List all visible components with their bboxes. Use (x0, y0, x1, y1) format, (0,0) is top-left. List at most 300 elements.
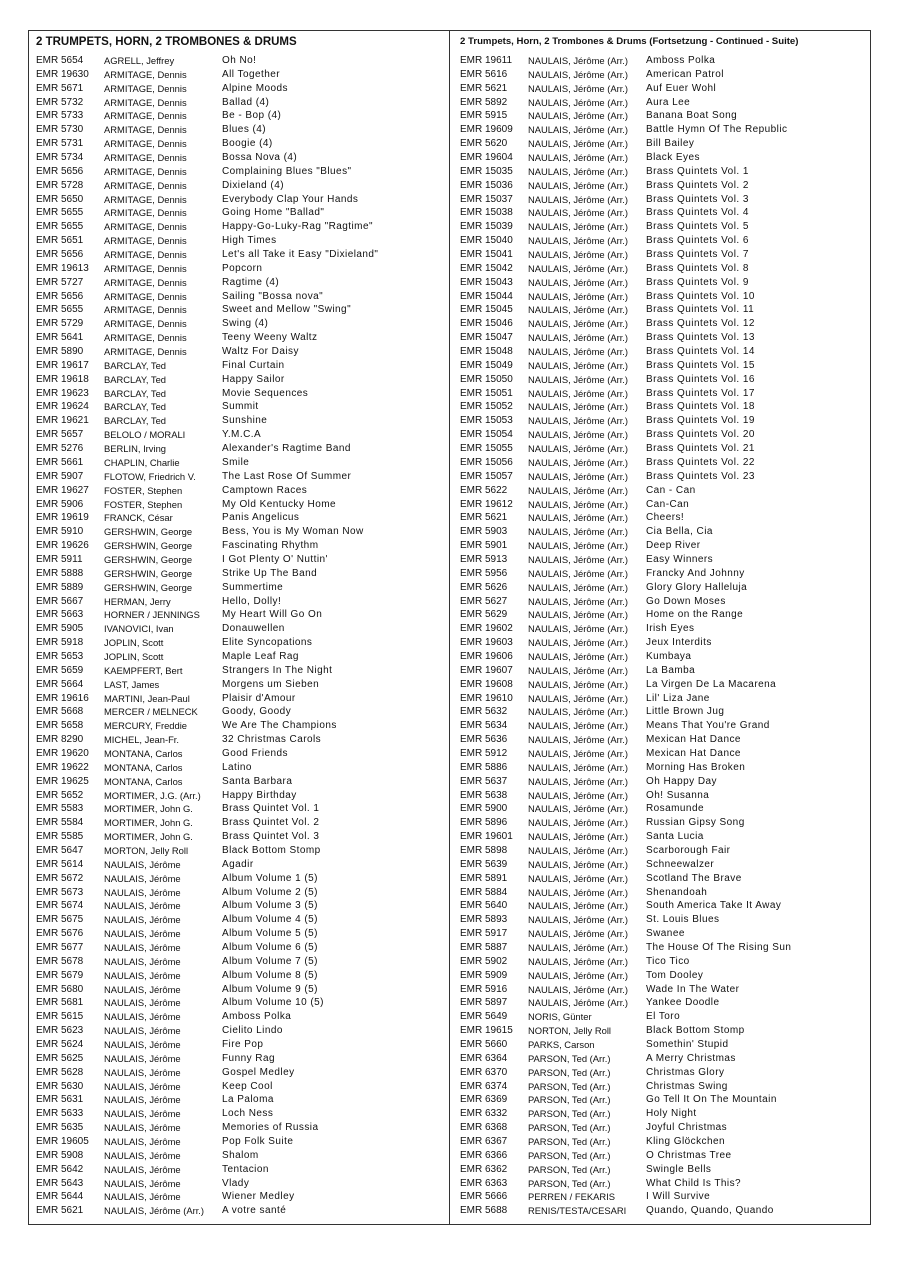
composer-name: NAULAIS, Jérôme (Arr.) (528, 817, 629, 829)
catalog-row (36, 498, 444, 512)
composer-name: NAULAIS, Jérôme (104, 1177, 181, 1189)
piece-title: Alpine Moods (222, 82, 288, 94)
catalog-number: EMR 5956 (460, 567, 508, 579)
piece-title: The Last Rose Of Summer (222, 470, 352, 482)
catalog-row (460, 664, 865, 678)
catalog-row (36, 650, 444, 664)
catalog-number: EMR 6370 (460, 1066, 508, 1078)
piece-title: Boogie (4) (222, 138, 273, 150)
catalog-number: EMR 19606 (460, 650, 513, 662)
piece-title: Popcorn (222, 262, 263, 274)
piece-title: Oh Happy Day (646, 775, 717, 787)
composer-name: ARMITAGE, Dennis (104, 124, 187, 136)
piece-title: Brass Quintets Vol. 6 (646, 235, 749, 247)
composer-name: NAULAIS, Jérôme (Arr.) (528, 928, 629, 940)
composer-name: NAULAIS, Jérôme (104, 983, 181, 995)
catalog-number: EMR 5896 (460, 817, 508, 829)
catalog-row (460, 248, 865, 262)
catalog-row (36, 1163, 444, 1177)
piece-title: Mexican Hat Dance (646, 734, 741, 746)
catalog-row (460, 262, 865, 276)
composer-name: NAULAIS, Jérôme (Arr.) (528, 68, 629, 80)
catalog-number: EMR 19618 (36, 373, 89, 385)
piece-title: Tom Dooley (646, 969, 704, 981)
catalog-number: EMR 5626 (460, 581, 508, 593)
piece-title: Summertime (222, 581, 284, 593)
piece-title: Scotland The Brave (646, 872, 742, 884)
catalog-number: EMR 5913 (460, 553, 508, 565)
catalog-row (36, 1024, 444, 1038)
catalog-number: EMR 19621 (36, 415, 89, 427)
composer-name: NAULAIS, Jérôme (Arr.) (528, 706, 629, 718)
catalog-row (36, 539, 444, 553)
catalog-row (36, 317, 444, 331)
composer-name: NAULAIS, Jérôme (Arr.) (528, 678, 629, 690)
catalog-number: EMR 5728 (36, 179, 84, 191)
composer-name: NAULAIS, Jérôme (Arr.) (528, 138, 629, 150)
piece-title: Brass Quintets Vol. 1 (646, 165, 749, 177)
catalog-row (460, 442, 865, 456)
catalog-number: EMR 5644 (36, 1191, 84, 1203)
piece-title: The House Of The Rising Sun (646, 942, 792, 953)
composer-name: ARMITAGE, Dennis (104, 68, 187, 80)
composer-name: NAULAIS, Jérôme (Arr.) (528, 914, 629, 926)
composer-name: NAULAIS, Jérôme (Arr.) (528, 942, 629, 953)
piece-title: Shalom (222, 1149, 259, 1161)
catalog-row (460, 1149, 865, 1163)
catalog-number: EMR 19604 (460, 152, 513, 164)
catalog-number: EMR 5624 (36, 1039, 84, 1051)
catalog-row (36, 913, 444, 927)
piece-title: Album Volume 3 (5) (222, 900, 318, 912)
catalog-number: EMR 15049 (460, 359, 513, 371)
catalog-number: EMR 5654 (36, 55, 84, 66)
piece-title: Brass Quintet Vol. 1 (222, 803, 320, 815)
composer-name: NAULAIS, Jérôme (104, 969, 181, 981)
catalog-row (460, 636, 865, 650)
composer-name: NAULAIS, Jérôme (Arr.) (528, 110, 629, 122)
catalog-number: EMR 5660 (460, 1039, 508, 1051)
catalog-row (460, 1052, 865, 1066)
catalog-number: EMR 5640 (460, 900, 508, 912)
piece-title: Wiener Medley (222, 1191, 295, 1203)
catalog-number: EMR 5912 (460, 747, 508, 759)
piece-title: Easy Winners (646, 553, 714, 565)
composer-name: PARSON, Ted (Arr.) (528, 1136, 611, 1148)
composer-name: PERREN / FEKARIS (528, 1191, 615, 1203)
catalog-number: EMR 19610 (460, 692, 513, 704)
catalog-row (460, 151, 865, 165)
piece-title: Agadir (222, 858, 254, 870)
catalog-number: EMR 19601 (460, 831, 513, 843)
right-column-title: 2 Trumpets, Horn, 2 Trombones & Drums (Fortsetzung - Continued - Suite) (460, 36, 799, 47)
composer-name: NORTON, Jelly Roll (528, 1025, 612, 1037)
composer-name: NAULAIS, Jérôme (Arr.) (528, 262, 629, 274)
catalog-number: EMR 5893 (460, 914, 508, 926)
catalog-row (460, 1204, 865, 1218)
catalog-number: EMR 19608 (460, 678, 513, 690)
catalog-number: EMR 5639 (460, 858, 508, 870)
composer-name: NAULAIS, Jérôme (Arr.) (528, 747, 629, 759)
composer-name: PARSON, Ted (Arr.) (528, 1094, 611, 1106)
composer-name: NAULAIS, Jérôme (Arr.) (528, 290, 629, 302)
piece-title: Santa Lucia (646, 831, 704, 843)
catalog-row (36, 248, 444, 262)
piece-title: Brass Quintets Vol. 7 (646, 249, 749, 261)
catalog-row (460, 511, 865, 525)
composer-name: BERLIN, Irving (104, 443, 166, 455)
catalog-row (36, 595, 444, 609)
composer-name: NAULAIS, Jérôme (104, 955, 181, 967)
catalog-number: EMR 5688 (460, 1205, 508, 1217)
catalog-number: EMR 5901 (460, 540, 508, 552)
piece-title: Let's all Take it Easy "Dixieland" (222, 249, 379, 261)
piece-title: Oh! Susanna (646, 789, 710, 801)
composer-name: MONTANA, Carlos (104, 761, 183, 773)
piece-title: Goody, Goody (222, 706, 292, 718)
catalog-number: EMR 5908 (36, 1149, 84, 1161)
catalog-number: EMR 5632 (460, 706, 508, 718)
piece-title: Alexander's Ragtime Band (222, 443, 351, 455)
piece-title: My Heart Will Go On (222, 609, 323, 621)
piece-title: Somethin' Stupid (646, 1039, 729, 1051)
composer-name: HERMAN, Jerry (104, 595, 171, 607)
catalog-number: EMR 5890 (36, 346, 84, 358)
catalog-row (36, 1052, 444, 1066)
catalog-row (36, 636, 444, 650)
composer-name: NAULAIS, Jérôme (Arr.) (528, 650, 629, 662)
catalog-row (460, 179, 865, 193)
composer-name: NAULAIS, Jérôme (Arr.) (528, 553, 629, 565)
catalog-number: EMR 5638 (460, 789, 508, 801)
catalog-number: EMR 5679 (36, 969, 84, 981)
composer-name: ARMITAGE, Dennis (104, 165, 187, 177)
catalog-row (36, 622, 444, 636)
catalog-row (460, 553, 865, 567)
catalog-row (36, 220, 444, 234)
composer-name: NAULAIS, Jérôme (Arr.) (528, 82, 629, 94)
catalog-number: EMR 5656 (36, 165, 84, 177)
piece-title: Brass Quintet Vol. 3 (222, 831, 320, 843)
composer-name: NAULAIS, Jérôme (104, 1052, 181, 1064)
catalog-number: EMR 15055 (460, 443, 513, 455)
composer-name: MORTIMER, John G. (104, 831, 193, 843)
piece-title: Album Volume 4 (5) (222, 914, 318, 926)
catalog-number: EMR 5643 (36, 1177, 84, 1189)
catalog-number: EMR 5668 (36, 706, 84, 718)
composer-name: NAULAIS, Jérôme (Arr.) (528, 720, 629, 732)
composer-name: NAULAIS, Jérôme (Arr.) (528, 581, 629, 593)
catalog-number: EMR 19605 (36, 1136, 89, 1148)
composer-name: NAULAIS, Jérôme (104, 997, 181, 1009)
catalog-number: EMR 5730 (36, 124, 84, 136)
piece-title: Album Volume 1 (5) (222, 872, 318, 884)
piece-title: Mexican Hat Dance (646, 747, 741, 759)
catalog-row (36, 456, 444, 470)
catalog-number: EMR 5903 (460, 526, 508, 538)
catalog-number: EMR 5658 (36, 720, 84, 732)
composer-name: PARKS, Carson (528, 1039, 595, 1051)
composer-name: ARMITAGE, Dennis (104, 193, 187, 205)
catalog-number: EMR 5655 (36, 221, 84, 233)
catalog-row (36, 123, 444, 137)
piece-title: El Toro (646, 1011, 681, 1023)
catalog-number: EMR 19607 (460, 664, 513, 676)
catalog-number: EMR 19620 (36, 747, 89, 759)
catalog-row (36, 1177, 444, 1191)
catalog-row (36, 1121, 444, 1135)
catalog-number: EMR 5673 (36, 886, 84, 898)
catalog-row (36, 525, 444, 539)
piece-title: Good Friends (222, 747, 288, 759)
column-divider (449, 30, 450, 1225)
composer-name: NAULAIS, Jérôme (104, 1011, 181, 1023)
piece-title: Cielito Lindo (222, 1025, 283, 1037)
composer-name: MARTINI, Jean-Paul (104, 692, 190, 704)
catalog-number: EMR 15035 (460, 165, 513, 177)
piece-title: Swanee (646, 928, 685, 940)
piece-title: Be - Bop (4) (222, 110, 282, 122)
piece-title: Album Volume 6 (5) (222, 942, 318, 953)
piece-title: Joyful Christmas (646, 1122, 728, 1134)
catalog-row (460, 206, 865, 220)
catalog-row (36, 816, 444, 830)
piece-title: Teeny Weeny Waltz (222, 332, 318, 344)
piece-title: Final Curtain (222, 359, 285, 371)
catalog-row (36, 553, 444, 567)
composer-name: NAULAIS, Jérôme (Arr.) (528, 858, 629, 870)
catalog-row (460, 428, 865, 442)
piece-title: Amboss Polka (222, 1011, 292, 1023)
piece-title: Strike Up The Band (222, 567, 318, 579)
catalog-row (460, 82, 865, 96)
composer-name: FRANCK, César (104, 512, 173, 524)
catalog-row (36, 581, 444, 595)
catalog-number: EMR 5905 (36, 623, 84, 635)
composer-name: BARCLAY, Ted (104, 373, 167, 385)
catalog-row (36, 996, 444, 1010)
piece-title: Keep Cool (222, 1080, 273, 1092)
composer-name: ARMITAGE, Dennis (104, 152, 187, 164)
catalog-number: EMR 5642 (36, 1163, 84, 1175)
catalog-number: EMR 5664 (36, 678, 84, 690)
catalog-number: EMR 5667 (36, 595, 84, 607)
catalog-number: EMR 5889 (36, 581, 84, 593)
catalog-number: EMR 5583 (36, 803, 84, 815)
catalog-row (36, 1149, 444, 1163)
catalog-row (460, 1107, 865, 1121)
catalog-row (460, 1024, 865, 1038)
piece-title: Ragtime (4) (222, 276, 280, 288)
catalog-row (460, 1038, 865, 1052)
catalog-row (460, 96, 865, 110)
catalog-row (36, 844, 444, 858)
catalog-number: EMR 5625 (36, 1052, 84, 1064)
piece-title: Lil' Liza Jane (646, 692, 710, 704)
composer-name: ARMITAGE, Dennis (104, 262, 187, 274)
catalog-row (36, 899, 444, 913)
catalog-number: EMR 5636 (460, 734, 508, 746)
catalog-row (36, 54, 444, 68)
catalog-row (36, 428, 444, 442)
right-column (460, 34, 865, 1218)
piece-title: Shenandoah (646, 886, 708, 898)
composer-name: ARMITAGE, Dennis (104, 304, 187, 316)
piece-title: Brass Quintets Vol. 12 (646, 318, 755, 330)
catalog-row (460, 705, 865, 719)
composer-name: NAULAIS, Jérôme (104, 1080, 181, 1092)
catalog-number: EMR 5733 (36, 110, 84, 122)
piece-title: Brass Quintets Vol. 15 (646, 359, 755, 371)
composer-name: NAULAIS, Jérôme (Arr.) (528, 983, 629, 995)
catalog-number: EMR 5663 (36, 609, 84, 621)
catalog-number: EMR 6369 (460, 1094, 508, 1106)
piece-title: Panis Angelicus (222, 512, 300, 524)
catalog-number: EMR 5656 (36, 290, 84, 302)
catalog-row (36, 747, 444, 761)
catalog-number: EMR 15045 (460, 304, 513, 316)
catalog-number: EMR 5911 (36, 553, 83, 565)
catalog-row (460, 595, 865, 609)
catalog-row (36, 1093, 444, 1107)
composer-name: MORTIMER, J.G. (Arr.) (104, 789, 201, 801)
piece-title: South America Take It Away (646, 900, 782, 912)
catalog-row (460, 1177, 865, 1191)
catalog-number: EMR 5898 (460, 844, 508, 856)
piece-title: Morning Has Broken (646, 761, 746, 773)
piece-title: Sweet and Mellow "Swing" (222, 304, 352, 316)
piece-title: Black Bottom Stomp (222, 844, 321, 856)
composer-name: NAULAIS, Jérôme (104, 1094, 181, 1106)
piece-title: Happy Birthday (222, 789, 297, 801)
piece-title: Gospel Medley (222, 1066, 295, 1078)
composer-name: NAULAIS, Jérôme (Arr.) (528, 179, 629, 191)
piece-title: High Times (222, 235, 277, 247)
catalog-number: EMR 5907 (36, 470, 84, 482)
composer-name: NAULAIS, Jérôme (Arr.) (528, 332, 629, 344)
catalog-number: EMR 15048 (460, 346, 513, 358)
catalog-number: EMR 5916 (460, 983, 508, 995)
piece-title: Plaisir d'Amour (222, 692, 296, 704)
catalog-row (460, 816, 865, 830)
catalog-row (460, 567, 865, 581)
composer-name: NAULAIS, Jérôme (104, 1039, 181, 1051)
catalog-number: EMR 5634 (460, 720, 508, 732)
composer-name: NAULAIS, Jérôme (Arr.) (528, 96, 629, 108)
composer-name: GERSHWIN, George (104, 540, 193, 552)
piece-title: Brass Quintets Vol. 21 (646, 443, 755, 455)
composer-name: NAULAIS, Jérôme (104, 858, 181, 870)
catalog-row (36, 1204, 444, 1218)
piece-title: Elite Syncopations (222, 637, 313, 649)
catalog-number: EMR 5917 (460, 928, 508, 940)
piece-title: Brass Quintet Vol. 2 (222, 817, 320, 829)
catalog-number: EMR 19611 (460, 55, 513, 66)
catalog-row (36, 96, 444, 110)
piece-title: Brass Quintets Vol. 20 (646, 429, 755, 441)
catalog-number: EMR 8290 (36, 734, 84, 746)
composer-name: NAULAIS, Jérôme (Arr.) (528, 664, 629, 676)
piece-title: Russian Gipsy Song (646, 817, 745, 829)
piece-title: Waltz For Daisy (222, 346, 299, 358)
catalog-number: EMR 15038 (460, 207, 513, 219)
piece-title: Kumbaya (646, 650, 692, 662)
piece-title: Album Volume 9 (5) (222, 983, 318, 995)
catalog-number: EMR 15054 (460, 429, 513, 441)
piece-title: Quando, Quando, Quando (646, 1205, 774, 1217)
catalog-row (36, 373, 444, 387)
composer-name: PARSON, Ted (Arr.) (528, 1080, 611, 1092)
catalog-number: EMR 15053 (460, 415, 513, 427)
catalog-row (460, 276, 865, 290)
catalog-number: EMR 5637 (460, 775, 508, 787)
catalog-row (460, 165, 865, 179)
catalog-number: EMR 5678 (36, 955, 84, 967)
composer-name: NAULAIS, Jérôme (Arr.) (528, 969, 629, 981)
piece-title: Happy-Go-Luky-Rag "Ragtime" (222, 221, 373, 233)
catalog-number: EMR 5650 (36, 193, 84, 205)
catalog-row (460, 747, 865, 761)
catalog-row (36, 193, 444, 207)
catalog-row (36, 664, 444, 678)
composer-name: MORTIMER, John G. (104, 817, 193, 829)
catalog-row (36, 1066, 444, 1080)
catalog-number: EMR 19627 (36, 484, 89, 496)
composer-name: NAULAIS, Jérôme (104, 914, 181, 926)
piece-title: Going Home "Ballad" (222, 207, 325, 219)
composer-name: FOSTER, Stephen (104, 484, 183, 496)
piece-title: Maple Leaf Rag (222, 650, 299, 662)
catalog-row (460, 234, 865, 248)
piece-title: Can-Can (646, 498, 690, 510)
piece-title: Brass Quintets Vol. 13 (646, 332, 755, 344)
catalog-number: EMR 15040 (460, 235, 513, 247)
catalog-number: EMR 5641 (36, 332, 84, 344)
composer-name: NAULAIS, Jérôme (104, 1163, 181, 1175)
piece-title: Cia Bella, Cia (646, 526, 713, 538)
piece-title: Auf Euer Wohl (646, 82, 717, 94)
catalog-number: EMR 5655 (36, 304, 84, 316)
catalog-number: EMR 5633 (36, 1108, 84, 1120)
catalog-number: EMR 5900 (460, 803, 508, 815)
catalog-number: EMR 5675 (36, 914, 84, 926)
piece-title: Go Down Moses (646, 595, 726, 607)
catalog-row (36, 983, 444, 997)
piece-title: Home on the Range (646, 609, 744, 621)
catalog-row (460, 484, 865, 498)
composer-name: NAULAIS, Jérôme (Arr.) (528, 470, 629, 482)
catalog-row (36, 206, 444, 220)
catalog-row (460, 1010, 865, 1024)
composer-name: NAULAIS, Jérôme (Arr.) (528, 359, 629, 371)
composer-name: IVANOVICI, Ivan (104, 623, 174, 635)
piece-title: Glory Glory Halleluja (646, 581, 748, 593)
catalog-row (460, 830, 865, 844)
catalog-number: EMR 5915 (460, 110, 508, 122)
composer-name: MERCER / MELNECK (104, 706, 198, 718)
piece-title: Brass Quintets Vol. 4 (646, 207, 749, 219)
composer-name: BARCLAY, Ted (104, 415, 167, 427)
catalog-number: EMR 5622 (460, 484, 508, 496)
catalog-row (36, 1010, 444, 1024)
catalog-number: EMR 5621 (460, 512, 508, 524)
piece-title: Amboss Polka (646, 55, 716, 66)
catalog-number: EMR 19612 (460, 498, 513, 510)
composer-name: ARMITAGE, Dennis (104, 318, 187, 330)
composer-name: PARSON, Ted (Arr.) (528, 1122, 611, 1134)
catalog-number: EMR 19609 (460, 124, 513, 136)
catalog-row (460, 581, 865, 595)
